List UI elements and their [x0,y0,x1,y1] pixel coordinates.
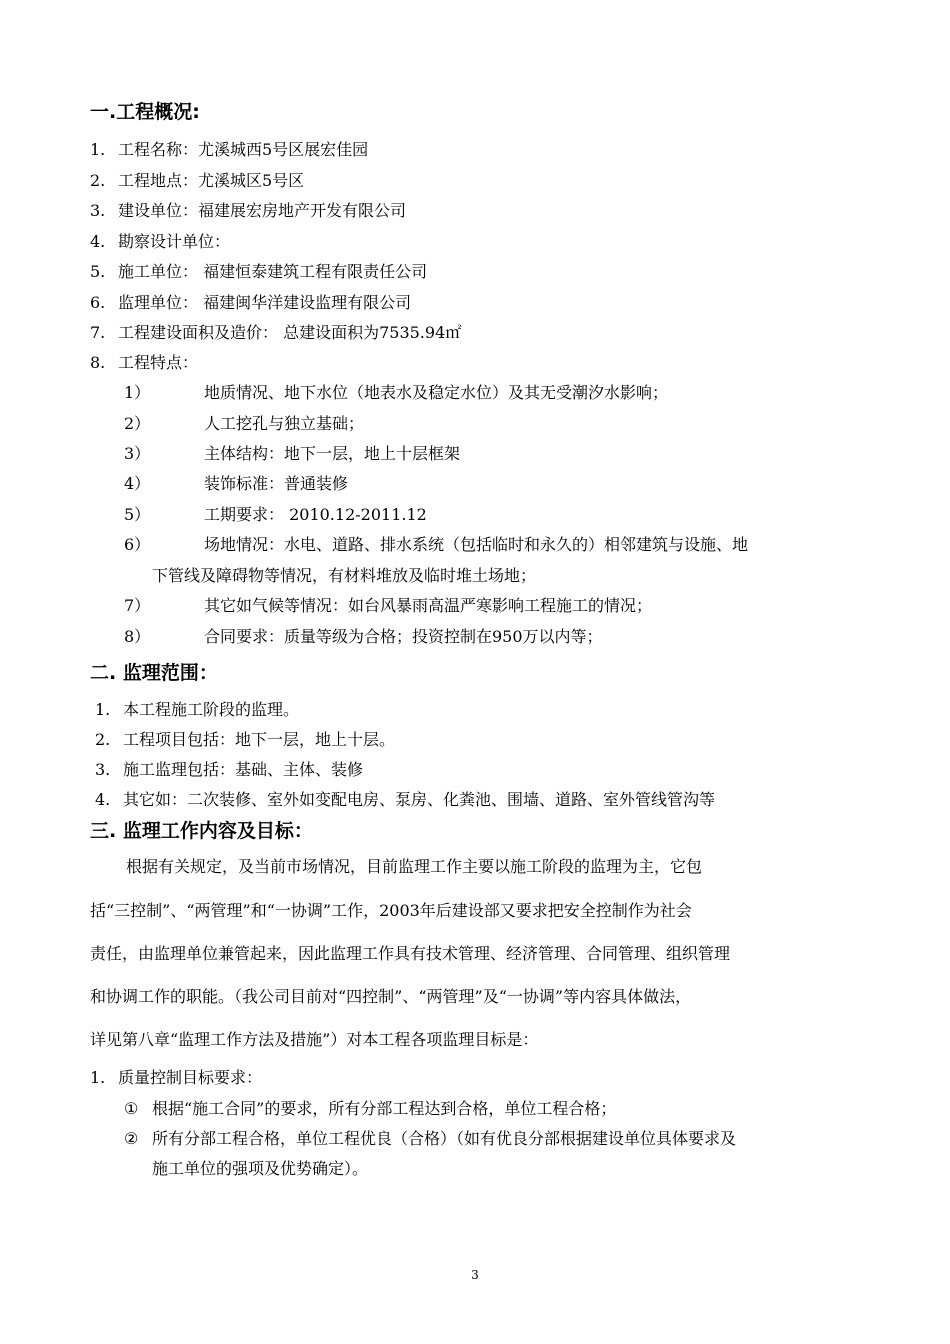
section1-heading: 一.工程概况: [90,101,200,123]
paragraph-line: 括“三控制”、“两管理”和“一协调”工作，2003年后建设部又要求把安全控制作为社会 [90,901,692,920]
circled-list-item-continuation: 施工单位的强项及优势确定）。 [152,1159,369,1178]
section2-heading: 二. 监理范围： [90,662,218,684]
paragraph-line: 详见第八章“监理工作方法及措施”）对本工程各项监理目标是： [90,1030,539,1049]
page-number: 3 [471,1268,479,1282]
paragraph-line: 和协调工作的职能。（我公司目前对“四控制”、“两管理”及“一协调”等内容具体做法， [90,987,692,1006]
sub-list-item-continuation: 下管线及障碍物等情况，有材料堆放及临时堆土场地； [152,566,537,585]
document-page: 一.工程概况: 1. 工程名称：尤溪城西5号区展宏佳园 2. 工程地点：尤溪城区5号区 3. 建设单位：福建展宏房地产开发有限公司 4. 勘察设计单位： 5. 施工单位： 福建恒泰建筑工程有限责任公司 6. 监理单位： 福建闽华洋建设监理有限公司 7. 工程建设面积及造价： 总建设面积为7535.94㎡ 8. 工程特点： 1） 地质情况、地下水位（地表水及稳定水位）及其无受潮汐水影响； 2） 人工挖孔与独立基础； 3） 主体结构：地下一层，地上十层框架 4） 装饰标准：普通装修 5） 工期要求： 2010.12-2011.12 6） 场地情况：水电、道路、排水系统（包括临时和永久的）相邻建筑与设施、地 下管线及障碍物等情况，有材料堆放及临时堆土场地； 7） 其它如气候等情况：如台风暴雨高温严寒影响工程施工的情况； 8） 合同要求：质量等级为合格；投资控制在950万以内等； 二. 监理范围： 1. 本工程施工阶段的监理。 2. 工程项目包括：地下一层，地上十层。 3. 施工监理包括：基础、主体、装修 4. 其它如：二次装修、室外如变配电房、泵房、化粪池、围墙、道路、室外管线管沟等 三. 监理工作内容及目标： 根据有关规定，及当前市场情况，目前监理工作主要以施工阶段的监理为主，它包 括“三控制”、“两管理”和“一协调”工作，2003年后建设部又要求把安全控制作为社会 责任，由监理单位兼管起来，因此监理工作具有技术管理、经济管理、合同管理、组织管理 和协调工作的职能。（我公司目前对“四控制”、“两管理”及“一协调”等内容具体做法， 详见第八章“监理工作方法及措施”）对本工程各项监理目标是： 1. 质量控制目标要求： ① 根据“施工合同”的要求，所有分部工程达到合格，单位工程合格； ② 所有分部工程合格，单位工程优良（合格）（如有优良分部根据建设单位具体要求及 施工单位的强项及优势确定）。 3 [0,0,950,1344]
paragraph-line: 根据有关规定，及当前市场情况，目前监理工作主要以施工阶段的监理为主，它包 [126,857,703,876]
paragraph-line: 责任，由监理单位兼管起来，因此监理工作具有技术管理、经济管理、合同管理、组织管理 [90,944,731,963]
section3-heading: 三. 监理工作内容及目标： [90,820,313,842]
